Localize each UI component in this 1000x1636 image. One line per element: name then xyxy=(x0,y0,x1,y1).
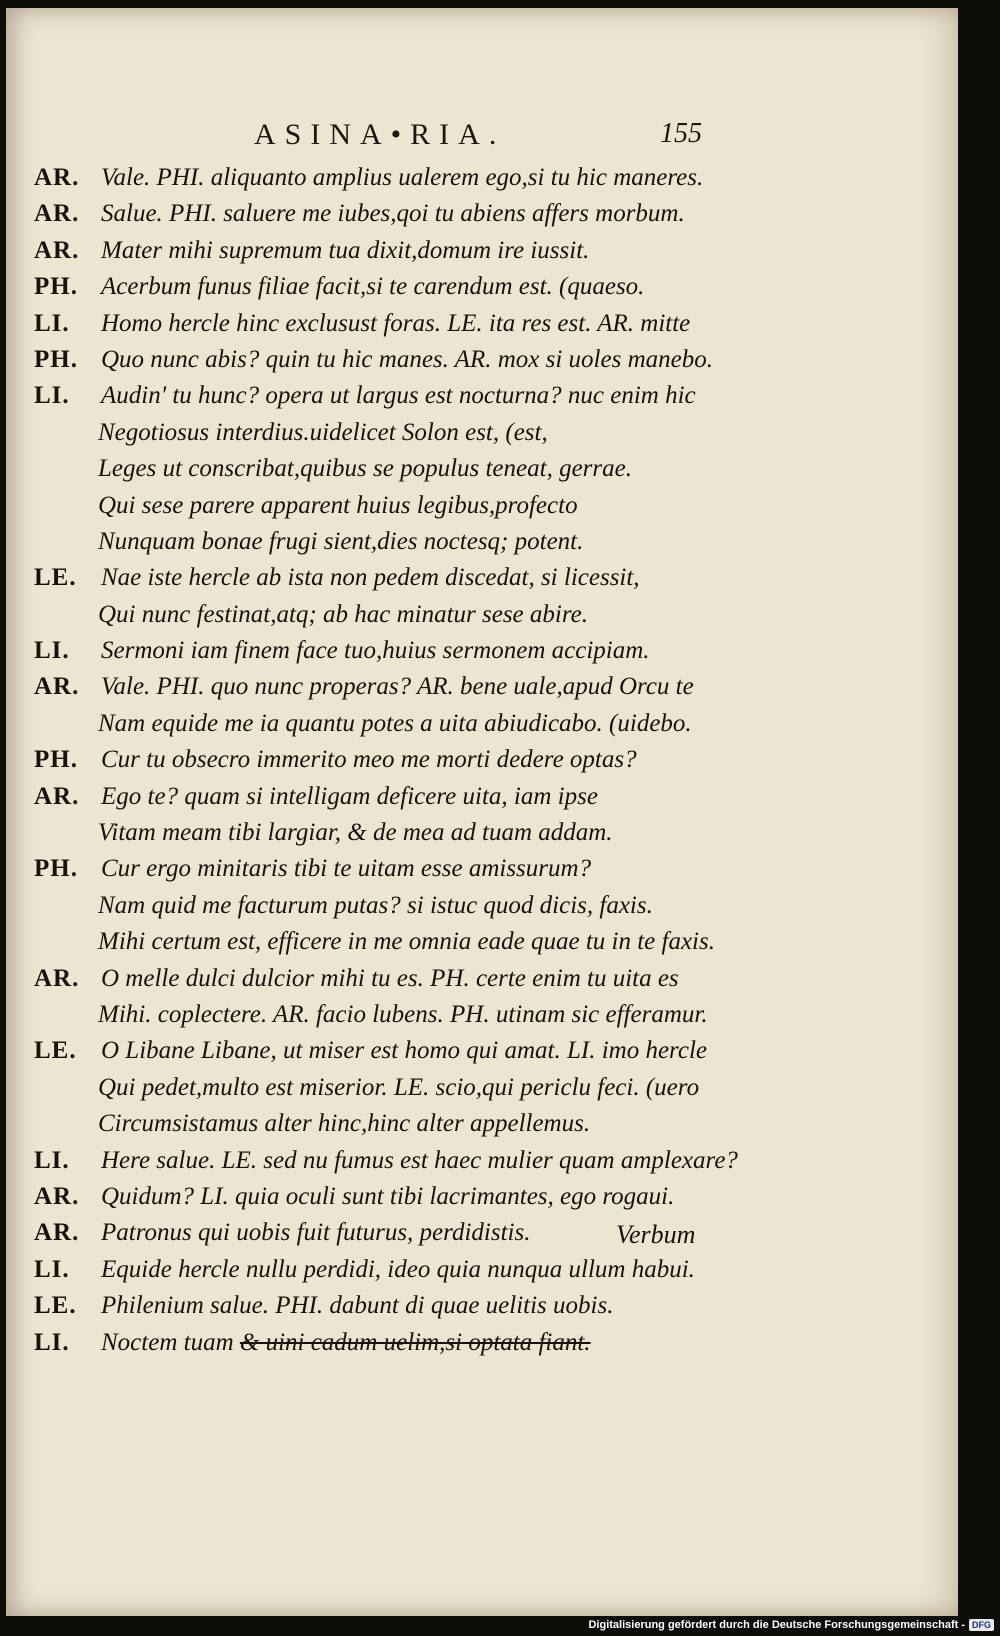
verse-words: Ego te? quam si intelligam deficere uita, iam ipse xyxy=(101,782,598,810)
verse-words: Nam quid me facturum putas? si istuc quod dicis, faxis. xyxy=(98,891,653,919)
speaker-label: LE. xyxy=(34,1292,77,1320)
speaker-label: LI. xyxy=(34,1255,70,1283)
verse-text-line xyxy=(98,1106,590,1142)
verse-words: Philenium salue. PHI. dabunt di quae uelitis uobis. xyxy=(101,1292,614,1320)
verse-line xyxy=(6,306,958,342)
verse-line xyxy=(6,451,958,487)
speaker-label: AR. xyxy=(34,164,80,191)
speaker-label: LE. xyxy=(34,1037,77,1065)
verse-line xyxy=(6,851,958,887)
verse-words: O melle dulci dulcior mihi tu es. PH. certe enim tu uita es xyxy=(101,964,679,992)
verse-text-line xyxy=(98,488,578,524)
verse-words: Here salue. LE. sed nu fumus est haec mulier quam amplexare? xyxy=(101,1146,738,1174)
verse-words: Quidum? LI. quia oculi sunt tibi lacrimantes, ego rogaui. xyxy=(101,1182,675,1210)
verse-text-line xyxy=(101,1252,695,1288)
verse-words: Nunquam bonae frugi sient,dies noctesq; potent. xyxy=(98,527,584,555)
verse-line xyxy=(6,1033,958,1069)
verse-text-line xyxy=(98,451,632,487)
verse-text-line xyxy=(98,924,715,960)
speaker-label: LI. xyxy=(34,309,70,337)
verse-line xyxy=(6,779,958,815)
verse-words: Negotiosus interdius.uidelicet Solon est, (est, xyxy=(98,418,548,446)
verse-text-line xyxy=(101,1325,591,1361)
verse-line xyxy=(6,196,958,232)
verse-words: Cur ergo minitaris tibi te uitam esse amissurum? xyxy=(101,855,592,883)
speaker-label: AR. xyxy=(34,964,80,992)
verse-text-line xyxy=(101,196,685,232)
verse-words: Nam equide me ia quantu potes a uita abiudicabo. (uidebo. xyxy=(98,709,692,737)
verse-words: Qui sese parere apparent huius legibus,profecto xyxy=(98,491,578,519)
struck-through-text: & uini cadum uelim,si optata fiant. xyxy=(239,1328,591,1356)
verse-words: Audin' tu hunc? opera ut largus est nocturna? nuc enim hic xyxy=(101,382,696,410)
verse-text-line xyxy=(98,1070,699,1106)
verse-line xyxy=(6,524,958,560)
dfg-logo: DFG xyxy=(969,1619,994,1631)
verse-line xyxy=(6,1070,958,1106)
verse-text-line xyxy=(101,560,640,596)
speaker-label: PH. xyxy=(34,273,78,301)
verse-line xyxy=(6,1106,958,1142)
verse-text-line xyxy=(101,742,637,778)
verse-text-line xyxy=(101,306,690,342)
speaker-label: LI. xyxy=(34,1146,70,1174)
verse-line xyxy=(6,1325,958,1361)
verse-line xyxy=(6,997,958,1033)
verse-text-line xyxy=(98,524,583,560)
verse-words: Vale. PHI. quo nunc properas? AR. bene uale,apud Orcu te xyxy=(101,673,694,701)
verse-words: Noctem tuam xyxy=(101,1328,234,1356)
verse-line xyxy=(6,1252,958,1288)
page-number: 155 xyxy=(660,118,702,149)
verse-text-line xyxy=(98,597,588,633)
verse-text-line xyxy=(101,160,703,196)
book-page xyxy=(6,8,958,1616)
credit-text: Digitalisierung gefördert durch die Deutsche Forschungsgemeinschaft - xyxy=(588,1619,965,1631)
speaker-label: AR. xyxy=(34,200,80,228)
verse-line xyxy=(6,742,958,778)
verse-text-line xyxy=(101,961,679,997)
verse-words: Circumsistamus alter hinc,hinc alter appellemus. xyxy=(98,1110,591,1138)
verse-line xyxy=(6,560,958,596)
speaker-label: PH. xyxy=(34,345,78,373)
speaker-label: AR. xyxy=(34,782,80,810)
verse-line xyxy=(6,415,958,451)
verse-line xyxy=(6,815,958,851)
speaker-label: AR. xyxy=(34,236,80,264)
verse-line xyxy=(6,233,958,269)
verse-line xyxy=(6,160,958,196)
verse-text-line xyxy=(98,415,548,451)
verse-words: Leges ut conscribat,quibus se populus teneat, gerrae. xyxy=(98,455,632,483)
verse-text-line xyxy=(98,888,653,924)
verse-text-line xyxy=(98,815,613,851)
verse-words: Qui nunc festinat,atq; ab hac minatur sese abire. xyxy=(98,600,588,628)
verse-words: Sermoni iam finem face tuo,huius sermonem accipiam. xyxy=(101,637,650,665)
verse-line xyxy=(6,378,958,414)
verse-line xyxy=(6,669,958,705)
speaker-label: LE. xyxy=(34,564,77,592)
verse-line xyxy=(6,961,958,997)
verse-line xyxy=(6,269,958,305)
verse-line xyxy=(6,924,958,960)
verse-line xyxy=(6,1288,958,1324)
speaker-label: LI. xyxy=(34,637,70,665)
running-title: ASINA•RIA. xyxy=(254,118,506,151)
verse-words: Qui pedet,multo est miserior. LE. scio,qui periclu feci. (uero xyxy=(98,1073,700,1101)
verse-words: Equide hercle nullu perdidi, ideo quia nunqua ullum habui. xyxy=(101,1255,695,1283)
verse-words: Homo hercle hinc exclusust foras. LE. ita res est. AR. mitte xyxy=(101,309,691,337)
verse-line xyxy=(6,633,958,669)
verse-text-line xyxy=(101,269,644,305)
speaker-label: LI. xyxy=(34,382,70,410)
verse-line xyxy=(6,488,958,524)
verse-text-line xyxy=(101,378,696,414)
verse-text-line xyxy=(101,1143,738,1179)
verse-text-line xyxy=(101,633,650,669)
speaker-label: LI. xyxy=(34,1328,70,1356)
verse-text-line xyxy=(101,1179,674,1215)
verse-words: Salue. PHI. saluere me iubes,qoi tu abiens affers morbum. xyxy=(101,200,685,228)
verse-text-line xyxy=(101,1033,707,1069)
speaker-label: AR. xyxy=(34,1182,80,1210)
digitization-credit xyxy=(588,1616,994,1634)
page-header xyxy=(6,118,958,158)
verse-words: Cur tu obsecro immerito meo me morti dedere optas? xyxy=(101,746,637,774)
verse-text-line xyxy=(101,669,694,705)
speaker-label: PH. xyxy=(34,855,78,883)
verse-text-line xyxy=(101,233,589,269)
verse-words: Vale. PHI. aliquanto amplius ualerem ego,si tu hic maneres. xyxy=(101,164,704,191)
verse-line xyxy=(6,342,958,378)
verse-words: Nae iste hercle ab ista non pedem discedat, si licessit, xyxy=(101,564,640,592)
speaker-label: AR. xyxy=(34,1219,80,1247)
verse-line xyxy=(6,888,958,924)
verse-words: Patronus qui uobis fuit futurus, perdidistis. xyxy=(101,1219,531,1247)
verse-words: O Libane Libane, ut miser est homo qui amat. LI. imo hercle xyxy=(101,1037,707,1065)
verse-text-line xyxy=(98,997,708,1033)
verse-text-line xyxy=(98,706,692,742)
verse-line xyxy=(6,1179,958,1215)
verse-words: Acerbum funus filiae facit,si te carendum est. (quaeso. xyxy=(101,273,645,301)
speaker-label: PH. xyxy=(34,746,78,774)
verse-text-line xyxy=(101,779,598,815)
verse-line xyxy=(6,706,958,742)
verse-line xyxy=(6,597,958,633)
verse-text-line xyxy=(101,1288,613,1324)
verse-line xyxy=(6,1143,958,1179)
verse-line xyxy=(6,1215,958,1251)
verse-words: Mihi certum est, efficere in me omnia eade quae tu in te faxis. xyxy=(98,928,715,956)
verse-text xyxy=(6,160,958,1361)
speaker-label: AR. xyxy=(34,673,80,701)
verse-text-line xyxy=(101,342,713,378)
verse-text-line xyxy=(101,1215,530,1251)
catchword: Verbum xyxy=(616,1220,696,1249)
verse-words: Mihi. coplectere. AR. facio lubens. PH. utinam sic efferamur. xyxy=(98,1000,708,1028)
verse-words: Mater mihi supremum tua dixit,domum ire iussit. xyxy=(101,236,590,264)
verse-words: Vitam meam tibi largiar, & de mea ad tuam addam. xyxy=(98,819,613,847)
verse-text-line xyxy=(101,851,591,887)
verse-words: Quo nunc abis? quin tu hic manes. AR. mox si uoles manebo. xyxy=(101,345,713,373)
